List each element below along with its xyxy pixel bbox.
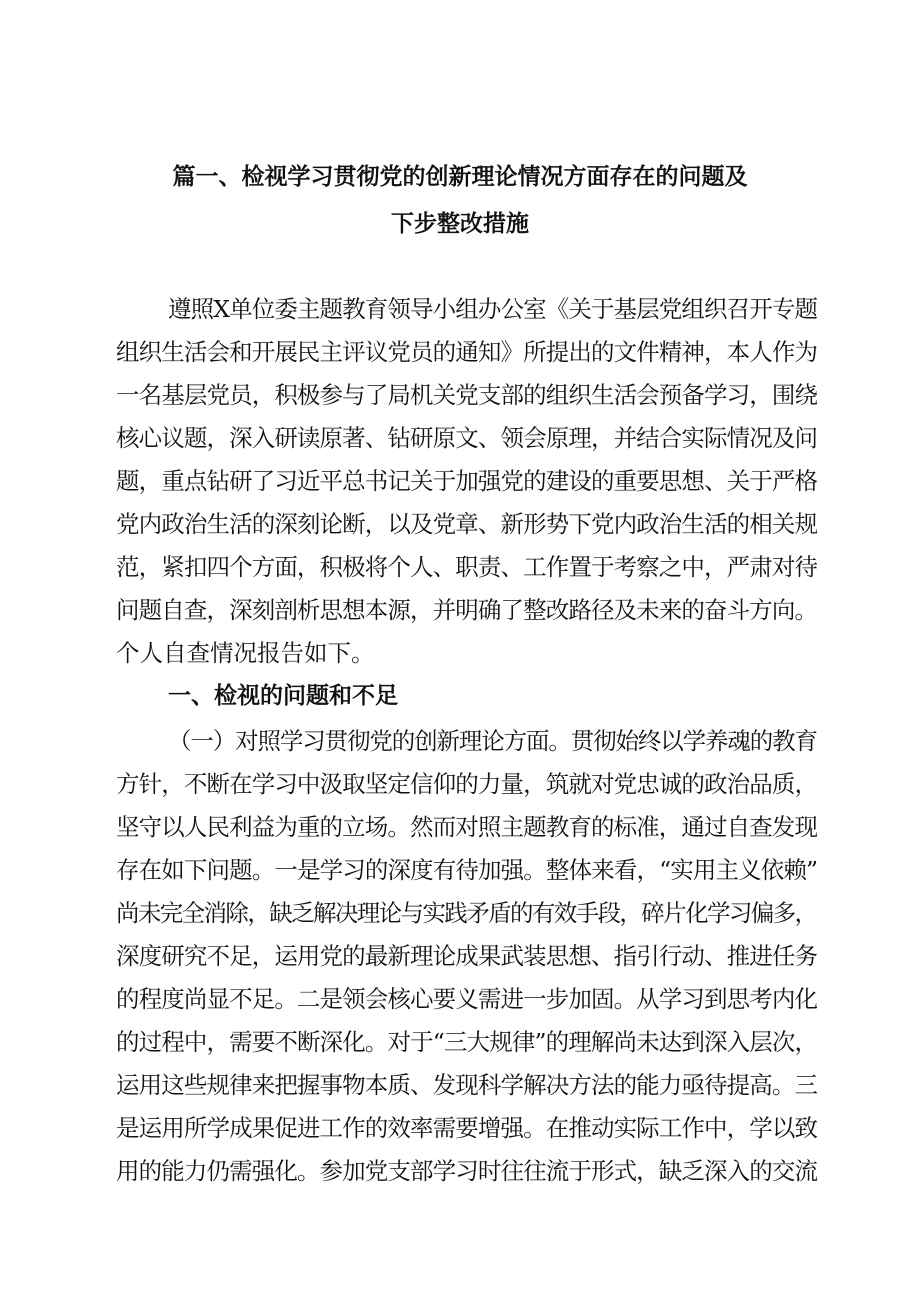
- section-line: 尚未完全消除，缺乏解决理论与实践矛盾的有效手段，碎片化学习偏多，: [116, 899, 817, 927]
- section-line: 坚守以人民利益为重的立场。然而对照主题教育的标准，通过自查发现: [116, 813, 818, 841]
- section-heading: 一、检视的问题和不足: [168, 683, 398, 709]
- document-title-line-1: 篇一、检视学习贯彻党的创新理论情况方面存在的问题及: [172, 164, 748, 190]
- section-line: 运用这些规律来把握事物本质、发现科学解决方法的能力亟待提高。三: [116, 1071, 818, 1099]
- intro-line: 题，重点钻研了习近平总书记关于加强党的建设的重要思想、关于严格: [116, 467, 818, 495]
- section-line: 的过程中，需要不断深化。对于“三大规律”的理解尚未达到深入层次，: [116, 1028, 818, 1056]
- section-line: 深度研究不足，运用党的最新理论成果武装思想、指引行动、推进任务: [116, 942, 818, 970]
- intro-line: 个人自查情况报告如下。: [116, 639, 375, 667]
- intro-line: 遵照X单位委主题教育领导小组办公室《关于基层党组织召开专题: [168, 295, 818, 323]
- intro-line: 组织生活会和开展民主评议党员的通知》所提出的文件精神，本人作为: [116, 338, 818, 366]
- intro-line: 核心议题，深入研读原著、钻研原文、领会原理，并结合实际情况及问: [116, 424, 818, 452]
- section-line: （一）对照学习贯彻党的创新理论方面。贯彻始终以学养魂的教育: [168, 727, 817, 755]
- document-title-line-2: 下步整改措施: [391, 211, 529, 237]
- intro-line: 一名基层党员，积极参与了局机关党支部的组织生活会预备学习，围绕: [116, 381, 818, 409]
- section-line: 存在如下问题。一是学习的深度有待加强。整体来看，“实用主义依赖”: [116, 856, 818, 884]
- section-line: 方针，不断在学习中汲取坚定信仰的力量，筑就对党忠诚的政治品质，: [116, 770, 818, 798]
- section-line: 的程度尚显不足。二是领会核心要义需进一步加固。从学习到思考内化: [116, 985, 818, 1013]
- section-line: 用的能力仍需强化。参加党支部学习时往往流于形式，缺乏深入的交流: [116, 1157, 818, 1185]
- intro-line: 党内政治生活的深刻论断，以及党章、新形势下党内政治生活的相关规: [116, 510, 818, 538]
- section-line: 是运用所学成果促进工作的效率需要增强。在推动实际工作中，学以致: [116, 1114, 818, 1142]
- intro-line: 范，紧扣四个方面，积极将个人、职责、工作置于考察之中，严肃对待: [116, 553, 818, 581]
- intro-line: 问题自查，深刻剖析思想本源，并明确了整改路径及未来的奋斗方向。: [116, 596, 818, 624]
